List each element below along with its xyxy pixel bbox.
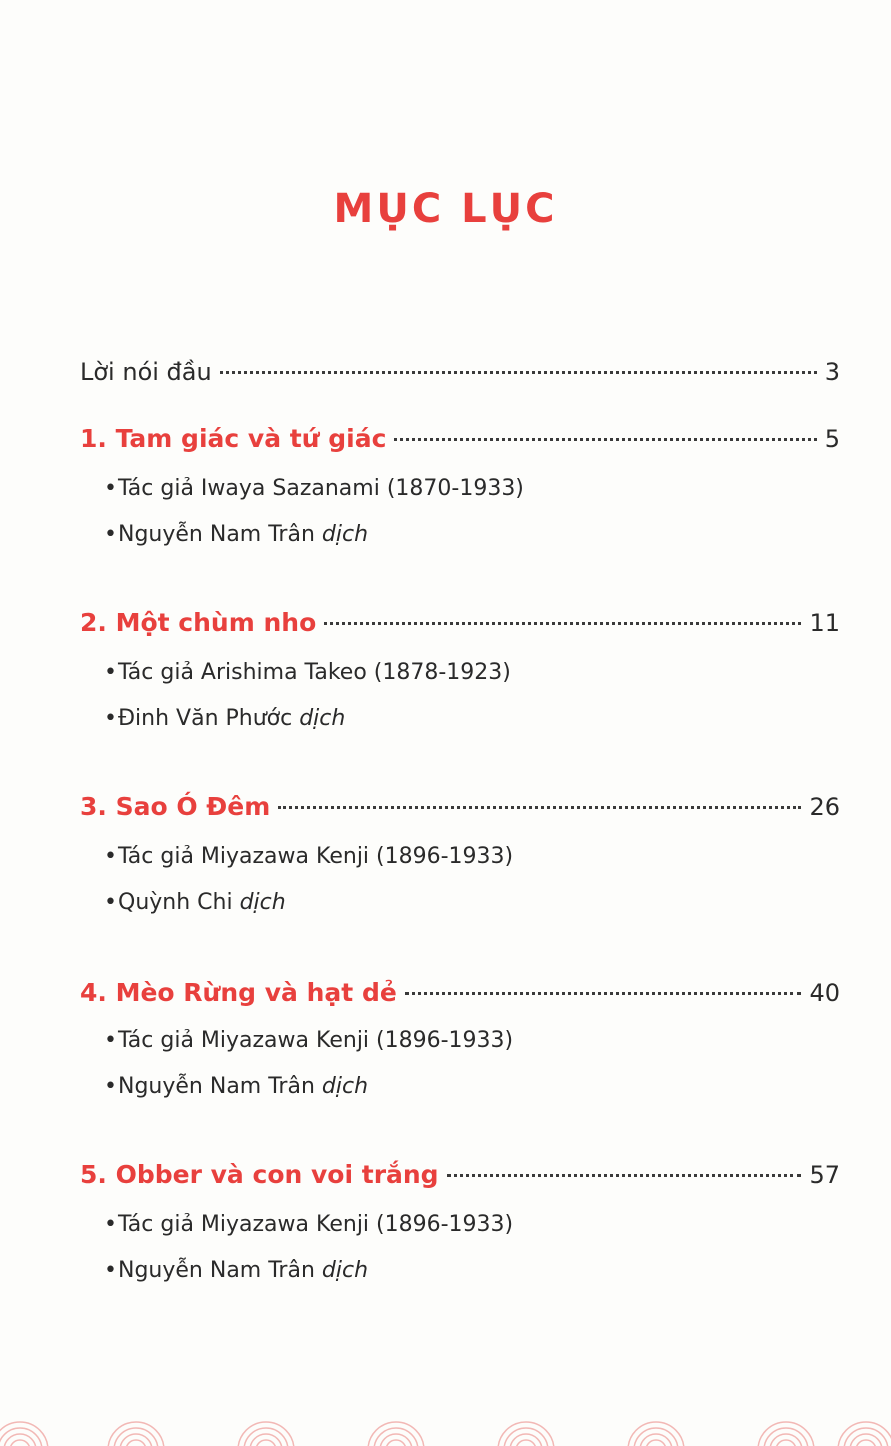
dot-leader [394,438,816,441]
toc-author: •Tác giả Iwaya Sazanami (1870-1933) [104,476,524,501]
bullet-icon: • [104,1212,117,1237]
dot-leader [278,806,801,809]
toc-author: •Tác giả Miyazawa Kenji (1896-1933) [104,844,514,869]
circle-ornament-icon [626,1420,686,1446]
toc-author: •Tác giả Miyazawa Kenji (1896-1933) [104,1212,514,1237]
toc-translator: •Đinh Văn Phước dịch [104,706,346,731]
circle-ornament-icon [756,1420,816,1446]
toc-translator: •Nguyễn Nam Trân dịch [104,1074,369,1099]
bullet-icon: • [104,890,117,915]
toc-row-chapter-3[interactable] [80,792,840,832]
bullet-icon: • [104,844,117,869]
circle-ornament-icon [836,1420,891,1446]
toc-label: 1. Tam giác và tứ giác [80,424,387,453]
circle-ornament-icon [496,1420,556,1446]
bullet-icon: • [104,660,117,685]
toc-row-chapter-4[interactable] [80,978,840,1018]
bullet-icon: • [104,706,117,731]
bullet-icon: • [104,476,117,501]
toc-author: •Tác giả Miyazawa Kenji (1896-1933) [104,1028,514,1053]
circle-ornament-icon [366,1420,426,1446]
toc-label: 2. Một chùm nho [80,608,317,637]
toc-row-chapter-5[interactable] [80,1160,840,1200]
circle-ornament-icon [0,1420,50,1446]
dot-leader [447,1174,802,1177]
circle-ornament-icon [236,1420,296,1446]
toc-translator: •Nguyễn Nam Trân dịch [104,522,369,547]
toc-page-number: 3 [824,358,840,386]
toc-label: 4. Mèo Rừng và hạt dẻ [80,978,397,1007]
toc-page-number: 11 [809,609,840,637]
toc-translator: •Nguyễn Nam Trân dịch [104,1258,369,1283]
toc-translator: •Quỳnh Chi dịch [104,890,286,915]
bullet-icon: • [104,1258,117,1283]
page-title: MỤC LỤC [333,186,558,232]
dot-leader [324,622,801,625]
toc-row-intro[interactable] [80,358,840,398]
toc-label: 3. Sao Ó Đêm [80,792,271,821]
toc-page-number: 26 [809,793,840,821]
toc-author: •Tác giả Arishima Takeo (1878-1923) [104,660,511,685]
bullet-icon: • [104,1074,117,1099]
toc-page-number: 5 [824,425,840,453]
toc-label: 5. Obber và con voi trắng [80,1160,439,1189]
toc-label: Lời nói đầu [80,358,212,386]
toc-row-chapter-2[interactable] [80,608,840,648]
toc-page-number: 40 [809,979,840,1007]
bullet-icon: • [104,522,117,547]
dot-leader [220,371,817,374]
bullet-icon: • [104,1028,117,1053]
toc-row-chapter-1[interactable] [80,424,840,464]
toc-page-number: 57 [809,1161,840,1189]
circle-ornament-icon [106,1420,166,1446]
dot-leader [405,992,802,995]
